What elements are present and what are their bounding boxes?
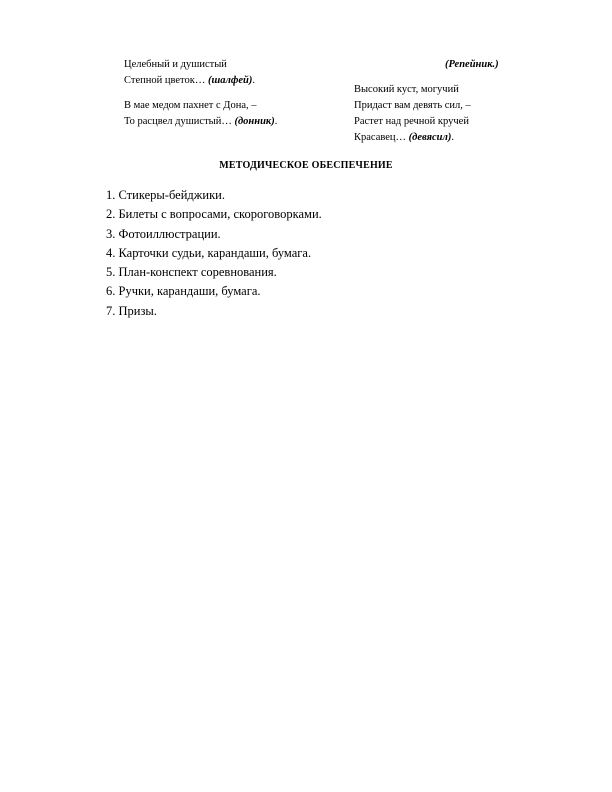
riddle-right-line-2 [354,83,459,97]
list-item: 3. Фотоиллюстрации. [106,226,221,241]
riddle-text: Придаст вам девять сил, – [354,100,471,111]
list-item: 6. Ручки, карандаши, бумага. [106,284,261,299]
riddle-text: Растет над речной кручей [354,116,469,127]
list-item: 4. Карточки судьи, карандаши, бумага. [106,245,312,260]
riddle-text: В мае медом пахнет с Дона, – [124,100,257,111]
riddle-text: Высокий куст, могучий [354,84,459,95]
riddle-suffix: . [252,75,255,86]
section-heading: МЕТОДИЧЕСКОЕ ОБЕСПЕЧЕНИЕ [219,160,393,171]
riddle-right-line-3 [354,99,471,113]
riddle-answer: (Репейник.) [445,59,499,70]
riddle-text: Красавец… [354,132,409,143]
list-item: 2. Билеты с вопросами, скороговорками. [106,207,322,222]
riddle-text: Целебный и душистый [124,59,227,70]
riddle-answer: (донник) [234,116,275,127]
riddle-answer: (девясил) [408,132,452,143]
list-item: 1. Стикеры-бейджики. [106,188,225,202]
riddle-text: Степной цветок… [124,75,208,86]
riddle-left-line-1 [124,58,227,72]
riddle-answer: (шалфей) [207,75,253,86]
riddle-left-line-4 [124,115,277,129]
riddle-text: То расцвел душистый… [124,116,235,127]
riddle-left-line-2 [124,74,255,88]
list-item: 5. План-конспект соревнования. [106,265,277,280]
materials-list [106,186,322,321]
riddle-left-line-3 [124,99,256,113]
riddle-suffix: . [451,132,455,143]
riddle-suffix: . [274,116,278,127]
list-item: 7. Призы. [106,303,157,318]
riddle-right-line-5 [354,131,454,145]
riddle-right-line-1 [445,58,499,72]
riddle-right-line-4 [354,115,469,129]
